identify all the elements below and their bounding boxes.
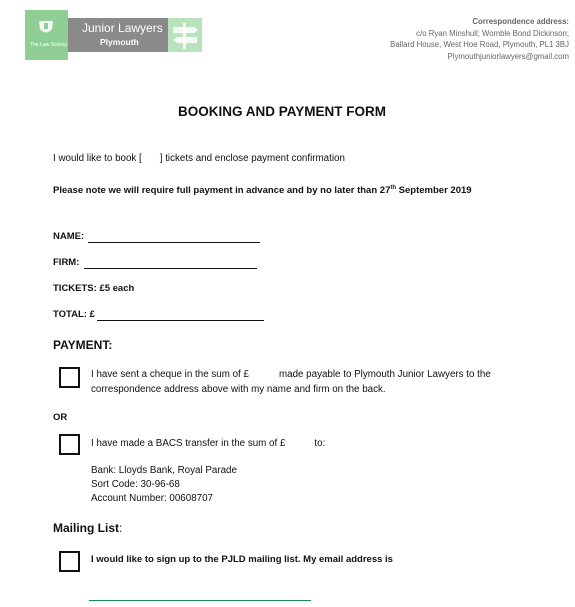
address-heading: Correspondence address: <box>472 17 569 26</box>
payment-note-sup: th <box>390 184 397 191</box>
book-line <box>53 153 345 164</box>
address-line-2: Ballard House, West Hoe Road, Plymouth, PL1 3BJ <box>390 40 569 49</box>
name-field[interactable] <box>88 241 260 243</box>
address-email: Plymouthjuniorlawyers@gmail.com <box>447 51 569 61</box>
mailing-heading-text: Mailing List <box>53 521 119 535</box>
payment-heading: PAYMENT: <box>53 338 113 352</box>
bacs-text-b: to: <box>314 438 326 449</box>
mailing-heading-colon: : <box>119 521 123 535</box>
bank-name: Bank: Lloyds Bank, Royal Parade <box>91 465 237 476</box>
tickets-label: TICKETS: £5 each <box>53 283 135 294</box>
cheque-line-1 <box>91 369 491 380</box>
cheque-checkbox[interactable] <box>59 367 80 388</box>
name-label: NAME: <box>53 231 85 242</box>
correspondence-address <box>390 16 569 62</box>
total-label: TOTAL: £ <box>53 309 95 320</box>
crest-icon <box>36 19 56 37</box>
payment-note <box>53 185 472 196</box>
signpost-icon <box>168 18 202 52</box>
book-line-suffix: ] tickets and enclose payment confirmation <box>159 153 345 164</box>
mailing-heading <box>53 521 122 535</box>
email-field[interactable] <box>89 600 311 601</box>
brand-location: Plymouth <box>100 37 139 47</box>
law-society-label: The Law Society <box>30 42 67 48</box>
firm-label: FIRM: <box>53 257 80 268</box>
total-field[interactable] <box>97 319 264 321</box>
bacs-checkbox[interactable] <box>59 434 80 455</box>
cheque-text-a: I have sent a cheque in the sum of £ <box>91 369 249 380</box>
bacs-text-a: I have made a BACS transfer in the sum of £ <box>91 438 286 449</box>
cheque-text-b: made payable to Plymouth Junior Lawyers to the <box>278 369 491 380</box>
book-line-prefix: I would like to book [ <box>53 153 142 164</box>
mailing-text: I would like to sign up to the PJLD mailing list. My email address is <box>91 554 393 565</box>
sort-code: Sort Code: 30-96-68 <box>91 479 180 490</box>
bacs-line <box>91 438 325 449</box>
brand-name: Junior Lawyers <box>82 21 163 35</box>
firm-field[interactable] <box>84 267 257 269</box>
or-label: OR <box>53 412 68 423</box>
form-title: BOOKING AND PAYMENT FORM <box>178 104 387 119</box>
cheque-line-2: correspondence address above with my name and firm on the back. <box>91 384 386 395</box>
payment-note-text: Please note we will require full payment in advance and by no later than 27 <box>53 185 391 196</box>
mailing-checkbox[interactable] <box>59 551 80 572</box>
address-line-1: c/o Ryan Minshull; Womble Bond Dickinson; <box>416 28 569 38</box>
payment-note-date: September 2019 <box>396 185 472 196</box>
account-number: Account Number: 00608707 <box>91 493 213 504</box>
